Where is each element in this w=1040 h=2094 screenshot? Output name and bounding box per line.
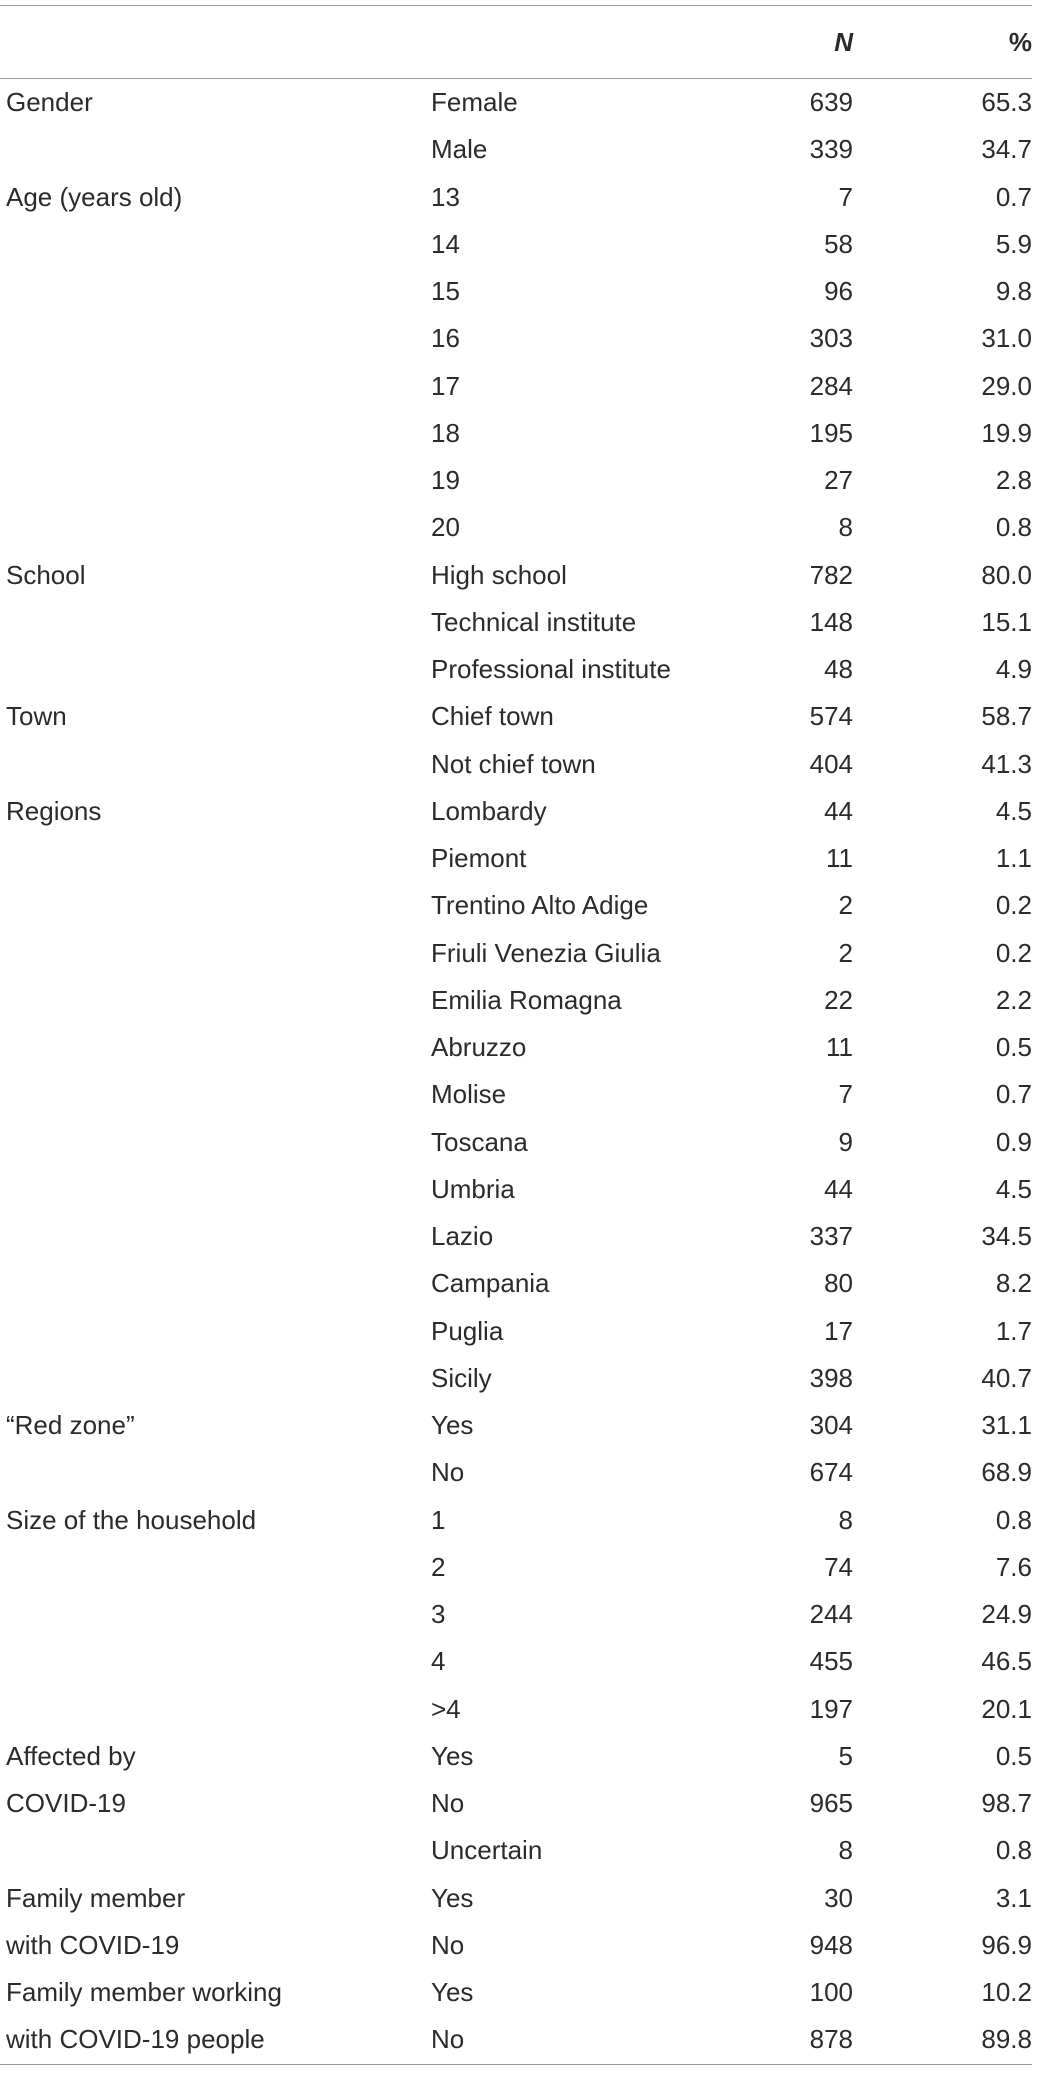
row-category — [0, 1638, 431, 1685]
row-subcategory: Uncertain — [431, 1835, 543, 1866]
table-row — [0, 410, 1032, 457]
row-subcategory: Friuli Venezia Giulia — [431, 937, 661, 968]
row-percent: 7.6 — [995, 1551, 1032, 1582]
row-category — [0, 1213, 431, 1260]
row-percent: 5.9 — [995, 228, 1032, 259]
row-percent: 10.2 — [981, 1977, 1032, 2007]
row-category: Regions — [6, 795, 102, 826]
row-n: 7 — [838, 1079, 853, 1110]
row-n: 80 — [824, 1268, 853, 1299]
table-header — [0, 6, 1032, 78]
row-n: 11 — [826, 843, 853, 873]
row-subcategory: Molise — [431, 1079, 507, 1110]
row-category: “Red zone” — [6, 1410, 135, 1440]
row-subcategory: >4 — [431, 1693, 461, 1724]
row-category — [0, 1591, 431, 1638]
row-n: 148 — [809, 606, 853, 637]
table-row — [0, 646, 1032, 693]
row-category — [0, 1119, 431, 1166]
row-n: 339 — [809, 134, 853, 165]
row-category: School — [6, 559, 86, 590]
row-category — [0, 1308, 431, 1355]
row-n: 639 — [809, 87, 853, 117]
row-category — [0, 1260, 431, 1307]
row-n: 303 — [809, 323, 853, 354]
row-category: Size of the household — [6, 1504, 257, 1535]
row-n: 197 — [809, 1693, 853, 1724]
row-percent: 2.8 — [995, 465, 1032, 495]
row-subcategory: Not chief town — [431, 748, 596, 779]
row-subcategory: Abruzzo — [431, 1032, 527, 1062]
row-percent: 24.9 — [981, 1599, 1032, 1629]
table-row — [0, 268, 1032, 315]
row-subcategory: Female — [431, 87, 518, 117]
table-row — [0, 1591, 1032, 1638]
row-category: with COVID-19 — [6, 1929, 180, 1960]
row-subcategory: Lazio — [431, 1221, 494, 1251]
row-subcategory: Emilia Romagna — [431, 984, 622, 1015]
row-percent: 0.5 — [995, 1032, 1032, 1062]
row-subcategory: Chief town — [431, 701, 554, 732]
table-row — [0, 599, 1032, 646]
row-category — [0, 599, 431, 646]
row-subcategory: No — [431, 2024, 465, 2055]
row-category — [0, 1024, 431, 1071]
row-percent: 98.7 — [981, 1788, 1032, 1818]
table-row — [0, 1827, 1032, 1874]
row-percent: 20.1 — [981, 1693, 1032, 1724]
table-row — [0, 1260, 1032, 1307]
table-row — [0, 1544, 1032, 1591]
table-row — [0, 315, 1032, 362]
row-category: Town — [6, 701, 67, 732]
row-subcategory: Technical institute — [431, 606, 637, 637]
row-subcategory: 14 — [431, 228, 460, 259]
row-percent: 8.2 — [995, 1268, 1032, 1299]
row-percent: 0.5 — [995, 1740, 1032, 1771]
row-n: 8 — [838, 1504, 853, 1535]
table-row — [0, 788, 1032, 835]
row-subcategory: Trentino Alto Adige — [431, 890, 649, 921]
table-row — [0, 1119, 1032, 1166]
row-percent: 1.7 — [995, 1315, 1032, 1346]
row-subcategory: 17 — [431, 370, 460, 401]
table-row — [0, 457, 1032, 504]
row-n: 11 — [826, 1032, 853, 1062]
row-n: 455 — [809, 1646, 853, 1677]
row-subcategory: Yes — [431, 1740, 474, 1771]
row-category — [0, 646, 431, 693]
row-category: Family member — [6, 1882, 186, 1913]
row-n: 48 — [824, 654, 853, 684]
table-row — [0, 1355, 1032, 1402]
row-category — [0, 835, 431, 882]
row-subcategory: Yes — [431, 1882, 474, 1913]
row-subcategory: 1 — [431, 1504, 446, 1535]
row-category — [0, 1355, 431, 1402]
row-category: Family member working — [6, 1977, 282, 2007]
row-n: 27 — [824, 465, 853, 495]
row-percent: 4.5 — [995, 795, 1032, 826]
row-subcategory: Male — [431, 134, 488, 165]
row-n: 948 — [809, 1929, 853, 1960]
row-subcategory: Yes — [431, 1977, 474, 2007]
row-category — [0, 1544, 431, 1591]
row-n: 44 — [824, 795, 853, 826]
row-subcategory: Puglia — [431, 1315, 504, 1346]
row-percent: 34.5 — [981, 1221, 1032, 1251]
row-subcategory: No — [431, 1929, 465, 1960]
row-percent: 0.9 — [995, 1126, 1032, 1157]
row-percent: 80.0 — [981, 559, 1032, 590]
row-category — [0, 1827, 431, 1874]
row-n: 44 — [824, 1173, 853, 1204]
row-percent: 58.7 — [981, 701, 1032, 732]
row-n: 7 — [838, 181, 853, 212]
row-n: 284 — [809, 370, 853, 401]
row-subcategory: 16 — [431, 323, 460, 354]
table-row — [0, 693, 1032, 740]
row-percent: 1.1 — [995, 843, 1032, 873]
row-subcategory: Sicily — [431, 1362, 492, 1393]
row-subcategory: 3 — [431, 1599, 446, 1629]
row-category: with COVID-19 people — [6, 2024, 265, 2055]
table-row — [0, 1213, 1032, 1260]
row-n: 965 — [809, 1788, 853, 1818]
table-row — [0, 1969, 1032, 2016]
row-n: 22 — [824, 984, 853, 1015]
row-percent: 2.2 — [995, 984, 1032, 1015]
row-subcategory: 13 — [431, 181, 460, 212]
table-row — [0, 1497, 1032, 1544]
row-n: 244 — [809, 1599, 853, 1629]
row-subcategory: Lombardy — [431, 795, 547, 826]
row-subcategory: 15 — [431, 276, 460, 306]
row-subcategory: 20 — [431, 512, 460, 543]
row-percent: 41.3 — [981, 748, 1032, 779]
row-subcategory: Piemont — [431, 843, 527, 873]
table-row — [0, 1449, 1032, 1496]
row-percent: 0.7 — [995, 181, 1032, 212]
table-row — [0, 930, 1032, 977]
table-row — [0, 1780, 1032, 1827]
row-category — [0, 363, 431, 410]
row-percent: 0.2 — [995, 937, 1032, 968]
table-row — [0, 126, 1032, 173]
row-n: 574 — [809, 701, 853, 732]
row-percent: 31.1 — [981, 1410, 1032, 1440]
row-percent: 4.5 — [995, 1173, 1032, 1204]
row-percent: 29.0 — [981, 370, 1032, 401]
row-percent: 0.8 — [995, 512, 1032, 543]
row-subcategory: Campania — [431, 1268, 550, 1299]
row-n: 9 — [838, 1126, 853, 1157]
row-subcategory: Professional institute — [431, 654, 671, 684]
table-row — [0, 1308, 1032, 1355]
table-body — [0, 79, 1032, 2064]
row-subcategory: Toscana — [431, 1126, 528, 1157]
header-n: N — [834, 27, 853, 57]
header-row — [0, 6, 1032, 78]
row-subcategory: 18 — [431, 417, 460, 448]
table-row — [0, 977, 1032, 1024]
row-n: 2 — [838, 937, 853, 968]
table-row — [0, 174, 1032, 221]
row-category — [0, 1166, 431, 1213]
row-n: 782 — [809, 559, 853, 590]
row-n: 100 — [809, 1977, 853, 2007]
row-percent: 46.5 — [981, 1646, 1032, 1677]
table-row — [0, 741, 1032, 788]
row-subcategory: 19 — [431, 465, 460, 495]
row-percent: 3.1 — [995, 1882, 1032, 1913]
row-n: 96 — [824, 276, 853, 306]
table-row — [0, 1402, 1032, 1449]
row-category: Gender — [6, 87, 93, 117]
header-category — [0, 6, 431, 78]
row-category — [0, 1449, 431, 1496]
row-n: 30 — [824, 1882, 853, 1913]
row-percent: 0.2 — [995, 890, 1032, 921]
row-n: 2 — [838, 890, 853, 921]
row-n: 878 — [809, 2024, 853, 2055]
row-percent: 0.8 — [995, 1835, 1032, 1866]
row-percent: 0.8 — [995, 1504, 1032, 1535]
table-row — [0, 1875, 1032, 1922]
table-row — [0, 1733, 1032, 1780]
table-row — [0, 1922, 1032, 1969]
row-category: COVID-19 — [6, 1788, 126, 1818]
row-category — [0, 977, 431, 1024]
table-row — [0, 882, 1032, 929]
row-percent: 34.7 — [981, 134, 1032, 165]
row-subcategory: High school — [431, 559, 567, 590]
table-row — [0, 221, 1032, 268]
table-row — [0, 1024, 1032, 1071]
table-row — [0, 2016, 1032, 2063]
row-category — [0, 930, 431, 977]
row-percent: 4.9 — [995, 654, 1032, 684]
row-subcategory: 4 — [431, 1646, 446, 1677]
row-category — [0, 504, 431, 551]
table-row — [0, 504, 1032, 551]
row-percent: 96.9 — [981, 1929, 1032, 1960]
row-n: 5 — [838, 1740, 853, 1771]
row-n: 304 — [809, 1410, 853, 1440]
row-category — [0, 741, 431, 788]
row-category — [0, 315, 431, 362]
row-n: 195 — [809, 417, 853, 448]
row-n: 17 — [824, 1315, 853, 1346]
row-n: 8 — [838, 1835, 853, 1866]
row-category — [0, 221, 431, 268]
row-subcategory: No — [431, 1788, 465, 1818]
row-percent: 65.3 — [981, 87, 1032, 117]
row-n: 8 — [838, 512, 853, 543]
row-percent: 0.7 — [995, 1079, 1032, 1110]
table-row — [0, 363, 1032, 410]
row-subcategory: Umbria — [431, 1173, 515, 1204]
row-n: 74 — [824, 1551, 853, 1582]
row-subcategory: Yes — [431, 1410, 474, 1440]
table-row — [0, 1686, 1032, 1733]
row-category — [0, 126, 431, 173]
table-row — [0, 1638, 1032, 1685]
header-subcategory — [431, 6, 781, 78]
row-category — [0, 457, 431, 504]
row-category — [0, 268, 431, 315]
row-subcategory: 2 — [431, 1551, 446, 1582]
row-category — [0, 410, 431, 457]
row-percent: 31.0 — [981, 323, 1032, 354]
row-n: 58 — [824, 228, 853, 259]
demographics-table — [0, 6, 1032, 78]
row-percent: 19.9 — [981, 417, 1032, 448]
row-n: 674 — [809, 1457, 853, 1488]
row-category — [0, 1071, 431, 1118]
row-category: Age (years old) — [6, 181, 183, 212]
row-category: Affected by — [6, 1740, 136, 1771]
table-row — [0, 1166, 1032, 1213]
table-row — [0, 835, 1032, 882]
table-row — [0, 79, 1032, 126]
row-subcategory: No — [431, 1457, 465, 1488]
table-row — [0, 1071, 1032, 1118]
row-percent: 9.8 — [995, 276, 1032, 306]
header-percent: % — [1008, 27, 1032, 57]
row-category — [0, 1686, 431, 1733]
demographics-table-body — [0, 79, 1032, 2064]
bottom-rule — [0, 2064, 1032, 2065]
row-percent: 89.8 — [981, 2024, 1032, 2055]
row-percent: 15.1 — [981, 606, 1032, 637]
row-n: 398 — [809, 1362, 853, 1393]
row-percent: 68.9 — [981, 1457, 1032, 1488]
table-row — [0, 552, 1032, 599]
row-percent: 40.7 — [981, 1362, 1032, 1393]
row-category — [0, 882, 431, 929]
row-n: 337 — [809, 1221, 853, 1251]
row-n: 404 — [809, 748, 853, 779]
